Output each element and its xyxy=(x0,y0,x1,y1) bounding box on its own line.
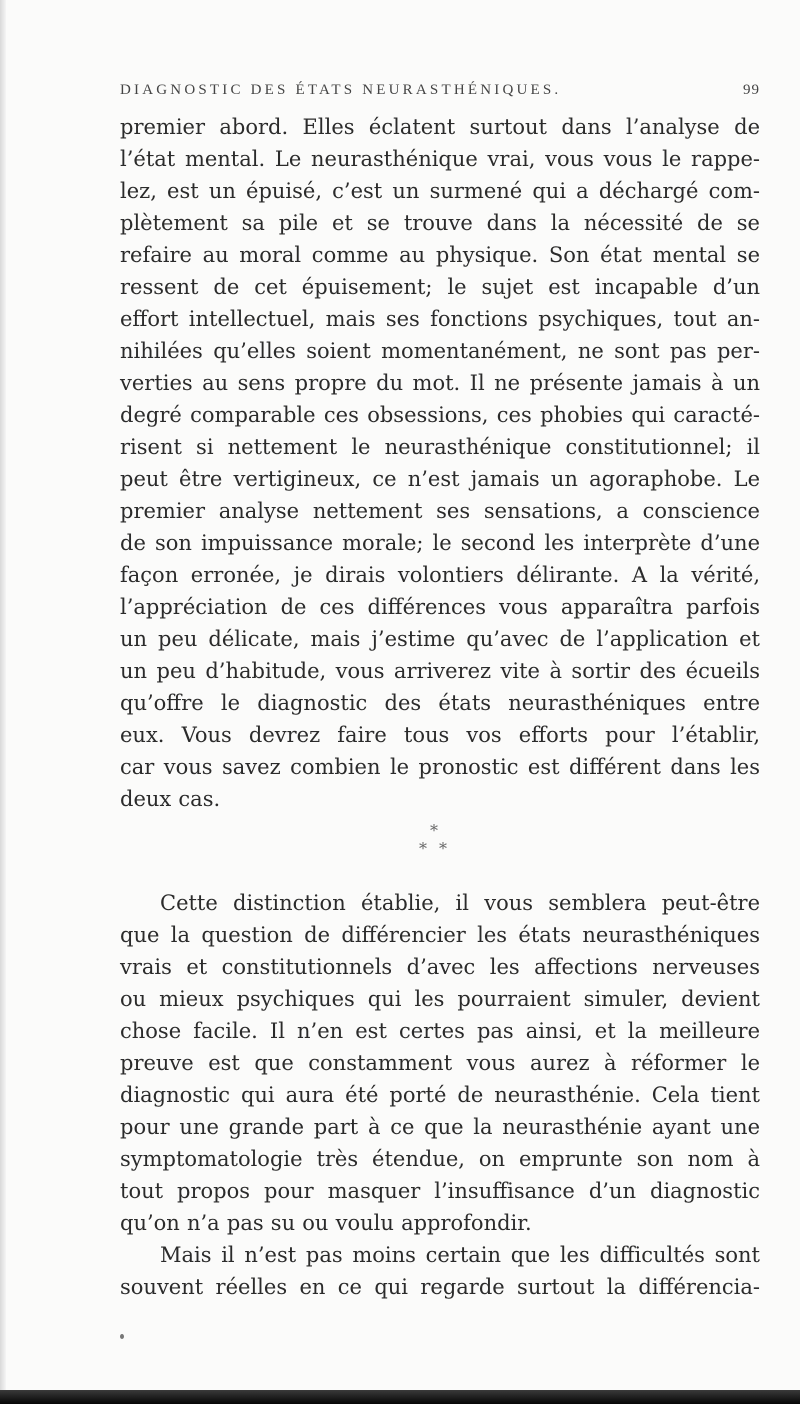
paragraph-1-line-11: risent si nettement le neurasthénique constitutionnel; il xyxy=(120,435,760,459)
running-head xyxy=(120,82,760,106)
paragraph-1 xyxy=(120,111,760,815)
page-number: 99 xyxy=(743,82,760,98)
paragraph-3 xyxy=(120,1239,760,1303)
paragraph-2-line-8: pour une grande part à ce que la neurasthénie ayant une xyxy=(120,1115,760,1139)
ink-speck xyxy=(120,1334,124,1339)
paragraph-2-line-9: symptomatologie très étendue, on emprunte son nom à xyxy=(120,1147,760,1171)
paragraph-1-line-21: car vous savez combien le pronostic est différent dans les xyxy=(120,755,760,779)
paragraph-2-line-11: qu’on n’a pas su ou voulu approfondir. xyxy=(120,1211,532,1235)
paragraph-1-line-16: l’appréciation de ces différences vous apparaîtra parfois xyxy=(120,595,760,619)
paragraph-2-line-5: chose facile. Il n’en est certes pas ainsi, et la meilleure xyxy=(120,1019,760,1043)
paragraph-1-line-8: nihilées qu’elles soient momentanément, ne sont pas per- xyxy=(120,339,760,363)
paragraph-2 xyxy=(120,887,760,1239)
paragraph-1-line-1: premier abord. Elles éclatent surtout dans l’analyse de xyxy=(120,115,760,139)
running-title: DIAGNOSTIC DES ÉTATS NEURASTHÉNIQUES. xyxy=(120,82,562,98)
paragraph-2-line-2: que la question de différencier les états neurasthéniques xyxy=(120,923,760,947)
paragraph-1-line-7: effort intellectuel, mais ses fonctions psychiques, tout an- xyxy=(120,307,760,331)
paragraph-1-line-22: deux cas. xyxy=(120,787,221,811)
section-separator xyxy=(120,815,760,887)
paragraph-1-line-9: verties au sens propre du mot. Il ne présente jamais à un xyxy=(120,371,760,395)
scan-bottom-border xyxy=(0,1390,800,1404)
paragraph-3-line-2: souvent réelles en ce qui regarde surtout la différencia- xyxy=(120,1275,760,1299)
paragraph-1-line-17: un peu délicate, mais j’estime qu’avec de l’application et xyxy=(120,627,760,651)
paragraph-1-line-14: de son impuissance morale; le second les interprète d’une xyxy=(120,531,760,555)
paragraph-2-line-1: Cette distinction établie, il vous semblera peut-être xyxy=(160,891,760,915)
paragraph-1-line-15: façon erronée, je dirais volontiers délirante. A la vérité, xyxy=(120,563,760,587)
paragraph-1-line-3: lez, est un épuisé, c’est un surmené qui a déchargé com- xyxy=(120,179,760,203)
page-left-edge xyxy=(0,0,6,1404)
paragraph-2-line-3: vrais et constitutionnels d’avec les affections nerveuses xyxy=(120,955,760,979)
paragraph-1-line-6: ressent de cet épuisement; le sujet est incapable d’un xyxy=(120,275,760,299)
paragraph-2-line-4: ou mieux psychiques qui les pourraient simuler, devient xyxy=(120,987,760,1011)
paragraph-2-line-7: diagnostic qui aura été porté de neurasthénie. Cela tient xyxy=(120,1083,760,1107)
separator-star: * xyxy=(430,821,438,840)
separator-star: * xyxy=(419,839,427,858)
paragraph-2-line-6: preuve est que constamment vous aurez à réformer le xyxy=(120,1051,760,1075)
paragraph-1-line-13: premier analyse nettement ses sensations, a conscience xyxy=(120,499,760,523)
paragraph-3-line-1: Mais il n’est pas moins certain que les difficultés sont xyxy=(160,1243,760,1267)
paragraph-1-line-12: peut être vertigineux, ce n’est jamais un agoraphobe. Le xyxy=(120,467,760,491)
paragraph-1-line-4: plètement sa pile et se trouve dans la nécessité de se xyxy=(120,211,760,235)
separator-star: * xyxy=(439,839,447,858)
paragraph-1-line-19: qu’offre le diagnostic des états neurasthéniques entre xyxy=(120,691,760,715)
main-text xyxy=(120,111,760,1303)
paragraph-2-line-10: tout propos pour masquer l’insuffisance d’un diagnostic xyxy=(120,1179,760,1203)
paragraph-1-line-18: un peu d’habitude, vous arriverez vite à sortir des écueils xyxy=(120,659,760,683)
paragraph-1-line-10: degré comparable ces obsessions, ces phobies qui caracté- xyxy=(120,403,760,427)
paragraph-1-line-5: refaire au moral comme au physique. Son état mental se xyxy=(120,243,760,267)
paragraph-1-line-2: l’état mental. Le neurasthénique vrai, vous vous le rappe- xyxy=(120,147,760,171)
paragraph-1-line-20: eux. Vous devrez faire tous vos efforts pour l’établir, xyxy=(120,723,760,747)
